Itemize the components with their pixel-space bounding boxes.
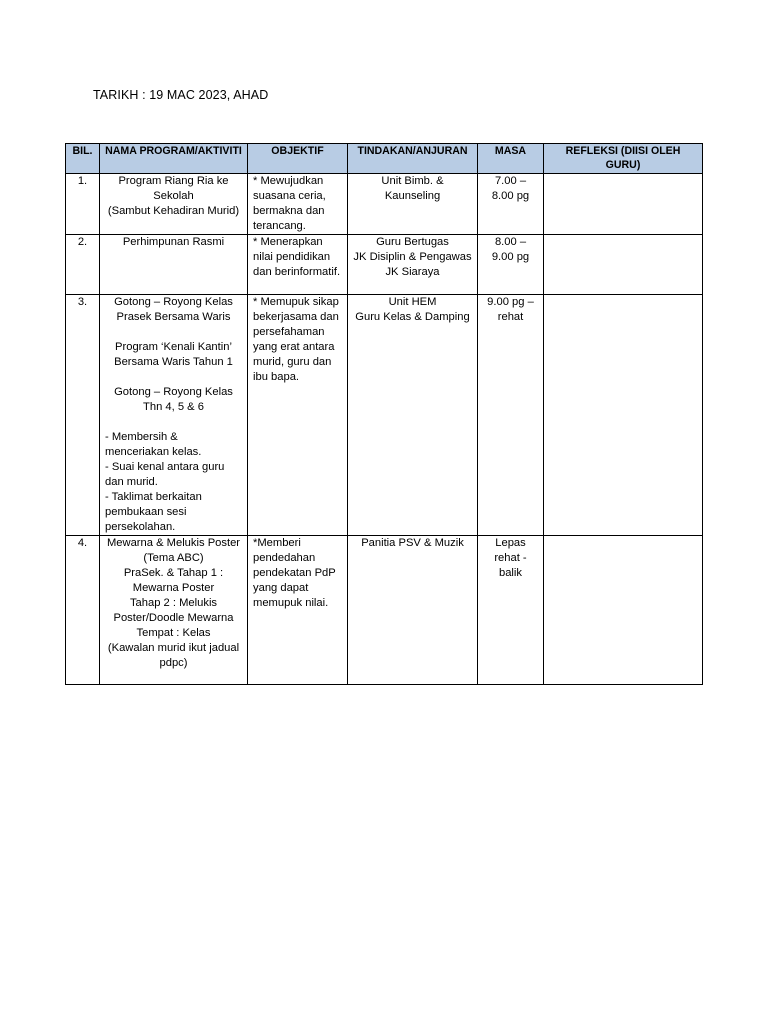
cell-nama-bullet: - Suai kenal antara guru dan murid. xyxy=(105,461,225,488)
header-nama: NAMA PROGRAM/AKTIVITI xyxy=(100,144,248,174)
cell-objektif: * Memupuk sikap bekerjasama dan persefahaman yang erat antara murid, guru dan ibu bapa. xyxy=(248,295,348,536)
date-line: TARIKH : 19 MAC 2023, AHAD xyxy=(93,88,269,102)
table-row xyxy=(66,174,703,235)
cell-objektif: *Memberi pendedahan pendekatan PdP yang dapat memupuk nilai. xyxy=(248,536,348,685)
cell-bil: 1. xyxy=(66,174,100,235)
cell-refleksi xyxy=(544,295,703,536)
cell-nama-line: Program Riang Ria ke Sekolah xyxy=(118,175,229,202)
cell-tindakan-line: Guru Kelas & Damping xyxy=(355,311,470,323)
table-row xyxy=(66,295,703,536)
cell-tindakan xyxy=(348,235,478,295)
cell-nama-line: Program ‘Kenali Kantin’ Bersama Waris Tahun 1 xyxy=(114,341,233,368)
header-bil: BIL. xyxy=(66,144,100,174)
cell-refleksi xyxy=(544,536,703,685)
cell-tindakan-line: Unit HEM xyxy=(388,296,437,308)
cell-tindakan xyxy=(348,295,478,536)
cell-masa: 8.00 – 9.00 pg xyxy=(478,235,544,295)
activity-schedule-table xyxy=(65,143,703,685)
cell-masa: 7.00 – 8.00 pg xyxy=(478,174,544,235)
cell-tindakan xyxy=(348,174,478,235)
cell-nama-line: Perhimpunan Rasmi xyxy=(122,236,225,248)
cell-masa: 9.00 pg – rehat xyxy=(478,295,544,536)
cell-objektif: * Menerapkan nilai pendidikan dan berinformatif. xyxy=(248,235,348,295)
cell-tindakan-line: Guru Bertugas xyxy=(376,236,449,248)
cell-tindakan-line: Panitia PSV & Muzik xyxy=(361,537,464,549)
cell-masa: Lepas rehat - balik xyxy=(478,536,544,685)
cell-refleksi xyxy=(544,235,703,295)
header-tindakan: TINDAKAN/ANJURAN xyxy=(348,144,478,174)
cell-bil: 3. xyxy=(66,295,100,536)
cell-nama-bullet: - Taklimat berkaitan pembukaan sesi persekolahan. xyxy=(105,491,202,533)
cell-nama-line: Gotong – Royong Kelas Prasek Bersama Waris xyxy=(114,296,233,323)
header-masa: MASA xyxy=(478,144,544,174)
cell-objektif: * Mewujudkan suasana ceria, bermakna dan terancang. xyxy=(248,174,348,235)
cell-nama xyxy=(100,295,248,536)
header-refleksi: REFLEKSI (DIISI OLEH GURU) xyxy=(544,144,703,174)
table-row xyxy=(66,235,703,295)
cell-nama-line: Mewarna & Melukis Poster (Tema ABC) xyxy=(106,537,241,564)
table-header-row xyxy=(66,144,703,174)
header-objektif: OBJEKTIF xyxy=(248,144,348,174)
cell-nama xyxy=(100,235,248,295)
cell-nama-line: Gotong – Royong Kelas Thn 4, 5 & 6 xyxy=(114,386,233,413)
cell-refleksi xyxy=(544,174,703,235)
cell-nama-line: Tempat : Kelas xyxy=(136,627,211,639)
cell-nama-line: PraSek. & Tahap 1 : Mewarna Poster xyxy=(123,567,224,594)
cell-tindakan-line: JK Disiplin & Pengawas xyxy=(353,251,472,263)
cell-bil: 4. xyxy=(66,536,100,685)
cell-nama xyxy=(100,536,248,685)
cell-nama-line: (Kawalan murid ikut jadual pdpc) xyxy=(107,642,240,669)
cell-tindakan xyxy=(348,536,478,685)
cell-nama-bullet: - Membersih & menceriakan kelas. xyxy=(105,431,202,458)
cell-tindakan-line: JK Siaraya xyxy=(385,266,440,278)
cell-nama-line: Tahap 2 : Melukis Poster/Doodle Mewarna xyxy=(113,597,234,624)
cell-nama-line: (Sambut Kehadiran Murid) xyxy=(107,205,240,217)
table-row xyxy=(66,536,703,685)
cell-tindakan-line: Unit Bimb. & Kaunseling xyxy=(381,175,444,202)
cell-bil: 2. xyxy=(66,235,100,295)
cell-nama xyxy=(100,174,248,235)
